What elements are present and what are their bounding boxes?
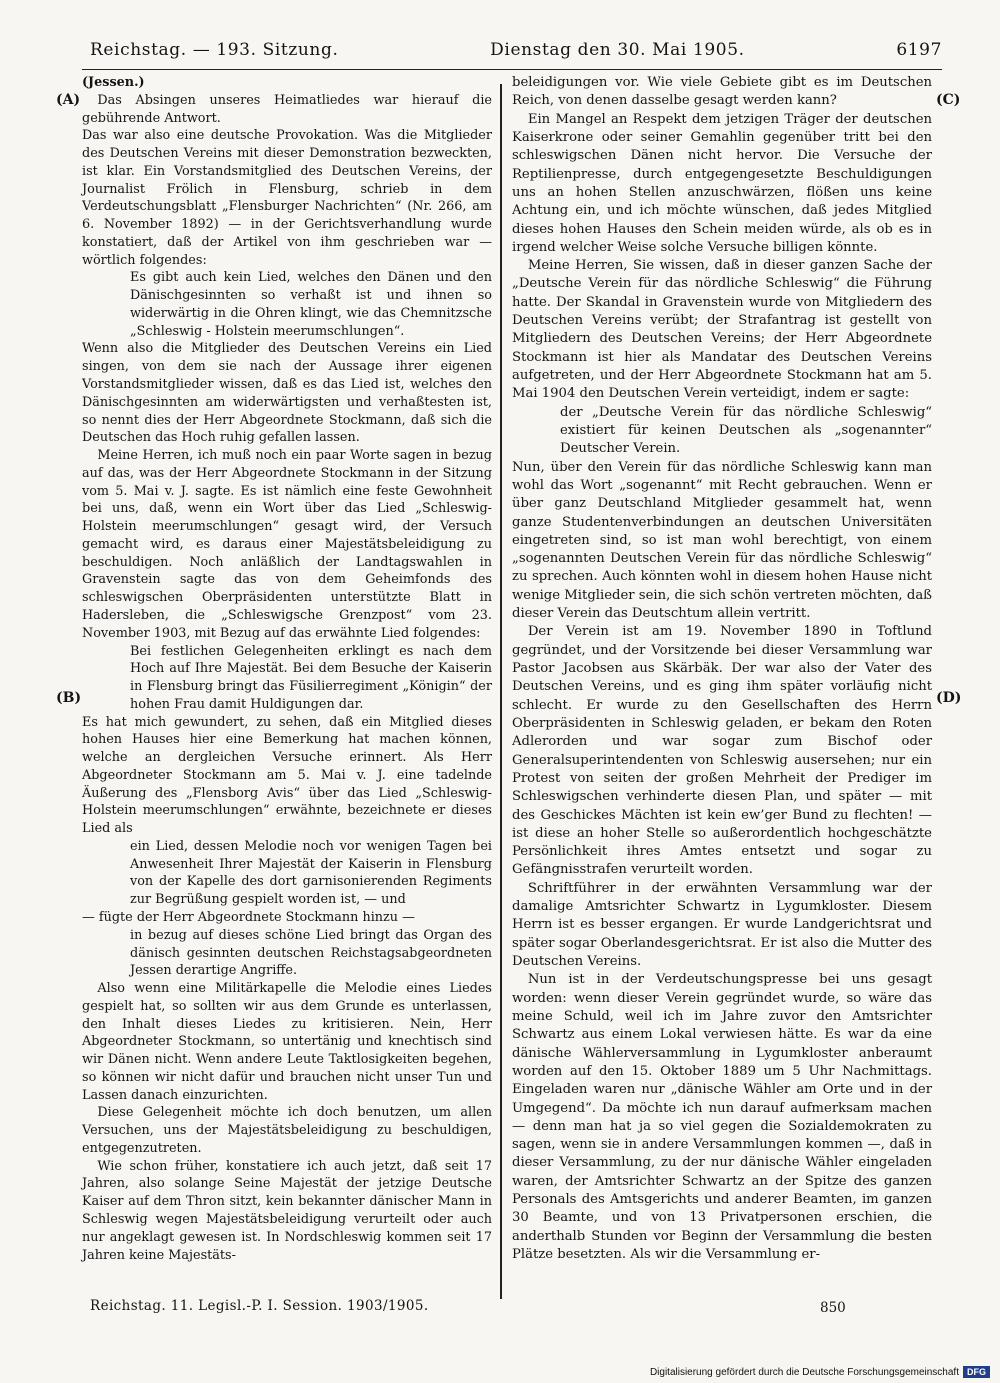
paragraph: Nun, über den Verein für das nördliche Schleswig kann man wohl das Wort „sogenannt“ mit Recht gebrauchen. Wenn er über ganz Deutschland Mitglieder gesammelt hat, wenn ganze Studentenverbindungen an deutschen Universitäten eingetreten sind, so ist man wohl berechtigt, von einem „sogenannten Deutschen Verein für das nördliche Schleswig“ zu sprechen. Auch könnten wohl in diesem hohen Hause nicht wenige Mitglieder sein, die sich schön vertreten möchten, daß dieser Verein das Deutschtum allein vertritt.: [512, 459, 932, 622]
speaker-name: (Jessen.): [82, 75, 145, 90]
paragraph: Das Absingen unseres Heimatliedes war hierauf die gebührende Antwort.: [82, 92, 492, 126]
quotation: ein Lied, dessen Melodie noch vor wenigen Tagen bei Anwesenheit Ihrer Majestät der Kaiserin in Flensburg von der Kapelle des dort garnisonierenden Regiments zur Begrüßung gespielt worden ist, — und: [130, 838, 492, 908]
dfg-credit: [650, 1366, 990, 1378]
paragraph: Ein Mangel an Respekt dem jetzigen Träger der deutschen Kaiserkrone oder seiner Gemahlin gegenüber tritt bei den schleswigschen Dänen nicht hervor. Die Versuche der Reptilienpresse, durch entgegengesetzte Beschuldigungen uns an hohen Stellen anzuschwärzen, flößen uns keine Achtung ein, und ich möchte wünschen, daß jedes Mitglied dieses hohen Hauses den Schein meiden würde, als ob es in irgend welcher Weise solche Versuche billigen könnte.: [512, 111, 932, 255]
paragraph: — fügte der Herr Abgeordnete Stockmann hinzu —: [82, 909, 415, 925]
paragraph: Also wenn eine Militärkapelle die Melodie eines Liedes gespielt hat, so sollten wir aus dem Grunde es unterlassen, den Inhalt dieses Liedes zu kritisieren. Nein, Herr Abgeordneter Stockmann, so untertänig und knechtisch sind wir Dänen nicht. Wenn andere Leute Taktlosigkeiten begehen, so können wir nicht dafür und brauchen nicht unser Tun und Lassen danach einzurichten.: [82, 981, 492, 1103]
header-date: Dienstag den 30. Mai 1905.: [490, 40, 745, 60]
quotation: Es gibt auch kein Lied, welches den Dänen und den Dänischgesinnten so verhaßt ist und ihnen so widerwärtig in die Ohren klingt, wie das Chemnitzsche „Schleswig - Holstein meerumschlungen“.: [130, 270, 492, 339]
left-column: [82, 74, 492, 1264]
paragraph: Diese Gelegenheit möchte ich doch benutzen, um allen Versuchen, uns der Majestätsbeleidigung zu beschuldigen, entgegenzutreten.: [82, 1105, 492, 1156]
footer-sheet-number: 850: [820, 1300, 846, 1316]
paragraph: Wie schon früher, konstatiere ich auch jetzt, daß seit 17 Jahren, also solange Seine Majestät der jetzige Deutsche Kaiser auf dem Thron sitzt, kein bekannter dänischer Mann in Schleswig wegen Majestätsbeleidigung verurteilt oder auch nur angeklagt gewesen ist. In Nordschleswig kommen seit 17 Jahren keine Majestäts-: [82, 1158, 492, 1263]
paragraph: beleidigungen vor. Wie viele Gebiete gibt es im Deutschen Reich, von denen dasselbe gesagt werden kann?: [512, 75, 932, 109]
quotation: Bei festlichen Gelegenheiten erklingt es nach dem Hoch auf Ihre Majestät. Bei dem Besuche der Kaiserin in Flensburg bringt das Füsilierregiment „Königin“ der hohen Frau damit Huldigungen dar.: [130, 643, 492, 712]
page-number: 6197: [896, 40, 942, 60]
paragraph: Das war also eine deutsche Provokation. Was die Mitglieder des Deutschen Vereins mit dieser Demonstration bezweckten, ist klar. Ein Vorstandsmitglied des Deutschen Vereins, der Journalist Frölich in Flensburg, schrieb in dem Verdeutschungsblatt „Flensburger Nachrichten“ (Nr. 266, am 6. November 1892) — in der Gerichtsverhandlung wurde konstatiert, daß der Artikel von ihm geschrieben war — wörtlich folgendes:: [82, 128, 492, 268]
paragraph: Meine Herren, ich muß noch ein paar Worte sagen in bezug auf das, was der Herr Abgeordnete Stockmann in der Sitzung vom 5. Mai v. J. sagte. Es ist nämlich eine feste Gewohnheit bei uns, daß, wenn ein Wort über das Lied „Schleswig-Holstein meerumschlungen“ gesagt wird, der Versuch gemacht wird, es daraus einer Majestätsbeleidigung zu beschuldigen. Noch anläßlich der Landtagswahlen in Gravenstein sagte das von dem Geheimfonds des schleswigschen Oberpräsidenten unterstützte Blatt in Hadersleben, die „Schleswigsche Grenzpost“ vom 23. November 1903, mit Bezug auf das erwähnte Lied folgendes:: [82, 448, 492, 641]
quotation: in bezug auf dieses schöne Lied bringt das Organ des dänisch gesinnten deutschen Reichstagsabgeordneten Jessen derartige Angriffe.: [130, 927, 492, 979]
dfg-logo-icon: DFG: [963, 1366, 990, 1378]
paragraph: Meine Herren, Sie wissen, daß in dieser ganzen Sache der „Deutsche Verein für das nördliche Schleswig“ die Führung hatte. Der Skandal in Gravenstein wurde von Mitgliedern des Deutschen Vereins verübt; der Strafantrag ist gestellt von Mitgliedern des Deutschen Vereins; der Herr Abgeordnete Stockmann ist hier als Mandatar des Deutschen Vereins aufgetreten, und der Herr Abgeordnete Stockmann hat am 5. Mai 1904 den Deutschen Verein verteidigt, indem er sagte:: [512, 258, 932, 402]
quotation: der „Deutsche Verein für das nördliche Schleswig“ existiert für keinen Deutschen als „sogenannter“ Deutscher Verein.: [560, 404, 932, 457]
dfg-credit-text: Digitalisierung gefördert durch die Deutsche Forschungsgemeinschaft: [649, 1366, 959, 1378]
paragraph: Wenn also die Mitglieder des Deutschen Vereins ein Lied singen, von dem sie nach der Aussage ihrer eigenen Vorstandsmitglieder wissen, daß es das Lied ist, welches den Dänischgesinnten am widerwärtigsten und verhaßtesten ist, so nennt dies der Herr Abgeordnete Stockmann, daß sich die Deutschen das Hoch ruhig gefallen lassen.: [82, 341, 492, 446]
margin-mark-c: (C): [936, 92, 961, 108]
margin-mark-a: (A): [56, 92, 81, 108]
column-divider: [500, 84, 502, 1299]
paragraph: Schriftführer in der erwähnten Versammlung war der damalige Amtsrichter Schwartz in Lygumkloster. Diesem Herrn ist es besser ergangen. Er wurde Landgerichtsrat und später sogar Oberlandesgerichtsrat. Er ist also die Mutter des Deutschen Vereins.: [512, 880, 932, 969]
margin-mark-d: (D): [936, 690, 962, 706]
header-rule: [82, 69, 942, 70]
footer-session: Reichstag. 11. Legisl.-P. I. Session. 1903/1905.: [90, 1298, 429, 1314]
paragraph: Nun ist in der Verdeutschungspresse bei uns gesagt worden: wenn dieser Verein gegründet wurde, so wäre das meine Schuld, weil ich im Jahre zuvor den Amtsrichter Schwartz aus einem Lokal verwiesen hätte. Es war da eine dänische Wählerversammlung in Lygumkloster anberaumt worden auf den 15. Oktober 1889 um 5 Uhr Nachmittags. Eingeladen waren nur „dänische Wähler am Orte und in der Umgegend“. Da möchte ich nun darauf aufmerksam machen — denn man hat ja so viel gegen die Sozialdemokraten zu sagen, wenn sie in andere Versammlungen kommen —, daß in dieser Versammlung, zu der nur dänische Wähler eingeladen waren, der Amtsrichter Schwartz an der Spitze des ganzen Personals des Amtsgerichts und anderer Beamten, im ganzen 30 Beamte, und von 13 Privatpersonen erschien, die anderthalb Stunden vor Beginn der Versammlung die besten Plätze besetzten. Als wir die Versammlung er-: [512, 972, 932, 1262]
margin-mark-b: (B): [56, 690, 82, 706]
paragraph: Der Verein ist am 19. November 1890 in Toftlund gegründet, und der Vorsitzende bei dieser Versammlung war Pastor Jacobsen aus Skärbäk. Der war also der Vater des Deutschen Vereins, und es ging ihm später vorläufig nicht schlecht. Er wurde zu den Gesellschaften des Herrn Oberpräsidenten in Schleswig geladen, er bekam den Roten Adlerorden und war sogar zum Bischof oder Generalsuperintendenten von Schleswig ausersehen; nur ein Protest von seiten der großen Mehrheit der Prediger im Schleswigschen verhinderte diesen Plan, und später — mit des Geschickes Mächten ist kein ew’ger Bund zu flechten! — ist diese an hoher Stelle so außerordentlich hochgeschätzte Persönlichkeit ihres Amtes entsetzt und sogar zu Gefängnisstrafen verurteilt worden.: [512, 624, 932, 878]
right-column: [512, 74, 932, 1264]
page-header: [90, 40, 942, 66]
paragraph: Es hat mich gewundert, zu sehen, daß ein Mitglied dieses hohen Hauses hier eine Bemerkung hat machen können, welche an dergleichen Versuche erinnert. Als Herr Abgeordneter Stockmann am 5. Mai v. J. eine tadelnde Äußerung des „Flensborg Avis“ über das Lied „Schleswig-Holstein meerumschlungen“ erwähnte, bezeichnete er dieses Lied als: [82, 714, 492, 837]
header-left: Reichstag. — 193. Sitzung.: [90, 40, 339, 60]
